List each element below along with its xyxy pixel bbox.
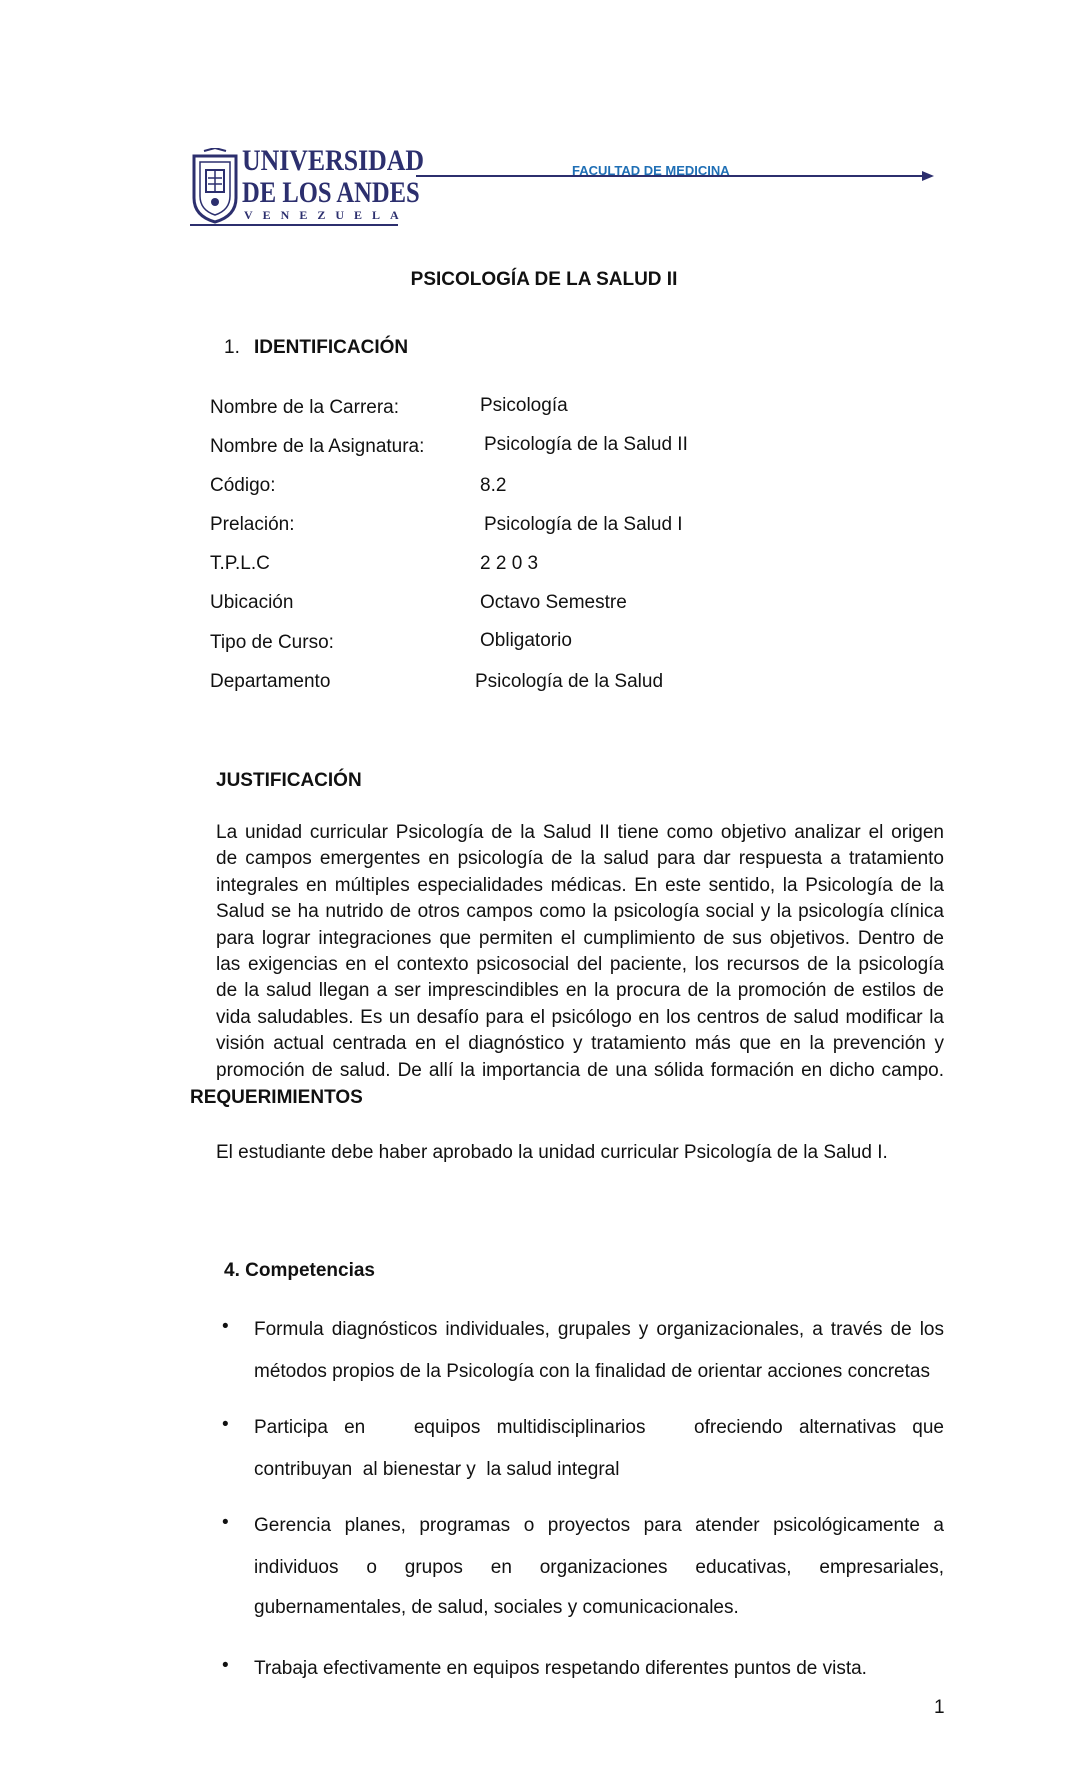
id-value: Psicología de la Salud — [475, 671, 664, 692]
paragraph-line: Salud se ha nutrido de otros campos como la psicología social y la psicología clínica — [216, 901, 944, 923]
section1-heading: IDENTIFICACIÓN — [254, 337, 409, 358]
competencia-line: individuos o grupos en organizaciones educativas, empresariales, — [254, 1557, 944, 1578]
id-value: 2 2 0 3 — [480, 553, 539, 574]
paragraph-line: promoción de salud. De allí la importancia de una sólida formación en dicho campo. — [216, 1059, 944, 1081]
id-label: Nombre de la Asignatura: — [210, 436, 425, 457]
competencia-line: Participa en equipos multidisciplinarios ofreciendo alternativas que — [254, 1417, 944, 1438]
requerimientos-text: El estudiante debe haber aprobado la unidad curricular Psicología de la Salud I. — [216, 1142, 888, 1163]
competencia-line: Formula diagnósticos individuales, grupales y organizacionales, a través de los — [254, 1319, 944, 1340]
university-seal-icon — [190, 148, 240, 224]
paragraph-line: vida saludables. Es un desafío para el psicólogo en los centros de salud modificar la — [216, 1006, 944, 1028]
competencias-heading: 4. Competencias — [224, 1260, 375, 1281]
university-logo — [190, 144, 425, 226]
competencia-line: Gerencia planes, programas o proyectos para atender psicológicamente a — [254, 1515, 944, 1536]
document-title: PSICOLOGÍA DE LA SALUD II — [410, 269, 678, 290]
justificacion-heading: JUSTIFICACIÓN — [216, 770, 362, 791]
paragraph-line: integrales en múltiples especialidades médicas. En este sentido, la Psicología de la — [216, 874, 944, 896]
id-label: Departamento — [210, 671, 331, 692]
competencia-line: métodos propios de la Psicología con la finalidad de orientar acciones concretas — [254, 1361, 930, 1382]
logo-text-line1: UNIVERSIDAD — [242, 144, 425, 177]
section1-number: 1. — [224, 337, 240, 358]
id-value: 8.2 — [480, 475, 507, 496]
id-label: Nombre de la Carrera: — [210, 397, 400, 418]
id-label: T.P.L.C — [210, 553, 270, 574]
bullet-icon: • — [222, 1316, 229, 1337]
paragraph-line: las exigencias en el contexto psicosocial del paciente, los recursos de la psicología — [216, 954, 944, 976]
id-value: Psicología de la Salud I — [484, 514, 683, 535]
logo-text-line3: VENEZUELA — [244, 208, 409, 222]
id-value: Obligatorio — [480, 630, 572, 651]
page-number: 1 — [934, 1697, 945, 1718]
paragraph-line: de la salud llegan a ser imprescindibles en la procura de la promoción de estilos de — [216, 980, 944, 1002]
id-value: Octavo Semestre — [480, 592, 627, 613]
competencia-line: contribuyan al bienestar y la salud integral — [254, 1459, 620, 1480]
bullet-icon: • — [222, 1414, 229, 1435]
paragraph-line: de campos emergentes en psicología de la salud para dar respuesta a tratamiento — [216, 848, 944, 870]
id-label: Prelación: — [210, 514, 295, 535]
id-value: Psicología de la Salud II — [484, 434, 688, 455]
bullet-icon: • — [222, 1512, 229, 1533]
header-arrow-icon — [416, 168, 936, 184]
id-value: Psicología — [480, 395, 568, 416]
competencia-line: Trabaja efectivamente en equipos respetando diferentes puntos de vista. — [254, 1658, 867, 1679]
id-label: Tipo de Curso: — [210, 632, 334, 653]
justificacion-paragraph — [216, 820, 944, 1084]
id-label: Código: — [210, 475, 276, 496]
paragraph-line: La unidad curricular Psicología de la Salud II tiene como objetivo analizar el origen — [216, 822, 944, 843]
faculty-label: FACULTAD DE MEDICINA — [572, 163, 730, 178]
paragraph-line: para lograr integraciones que permiten el cumplimiento de sus objetivos. Dentro de — [216, 927, 944, 949]
paragraph-line: visión actual centrada en el diagnóstico y tratamiento más que en la prevención y — [216, 1033, 944, 1055]
bullet-icon: • — [222, 1655, 229, 1676]
logo-text-line2: DE LOS ANDES — [242, 176, 420, 209]
id-label: Ubicación — [210, 592, 294, 613]
competencia-line: gubernamentales, de salud, sociales y comunicacionales. — [254, 1597, 739, 1618]
logo-underline — [190, 224, 398, 226]
requerimientos-heading: REQUERIMIENTOS — [190, 1087, 363, 1108]
